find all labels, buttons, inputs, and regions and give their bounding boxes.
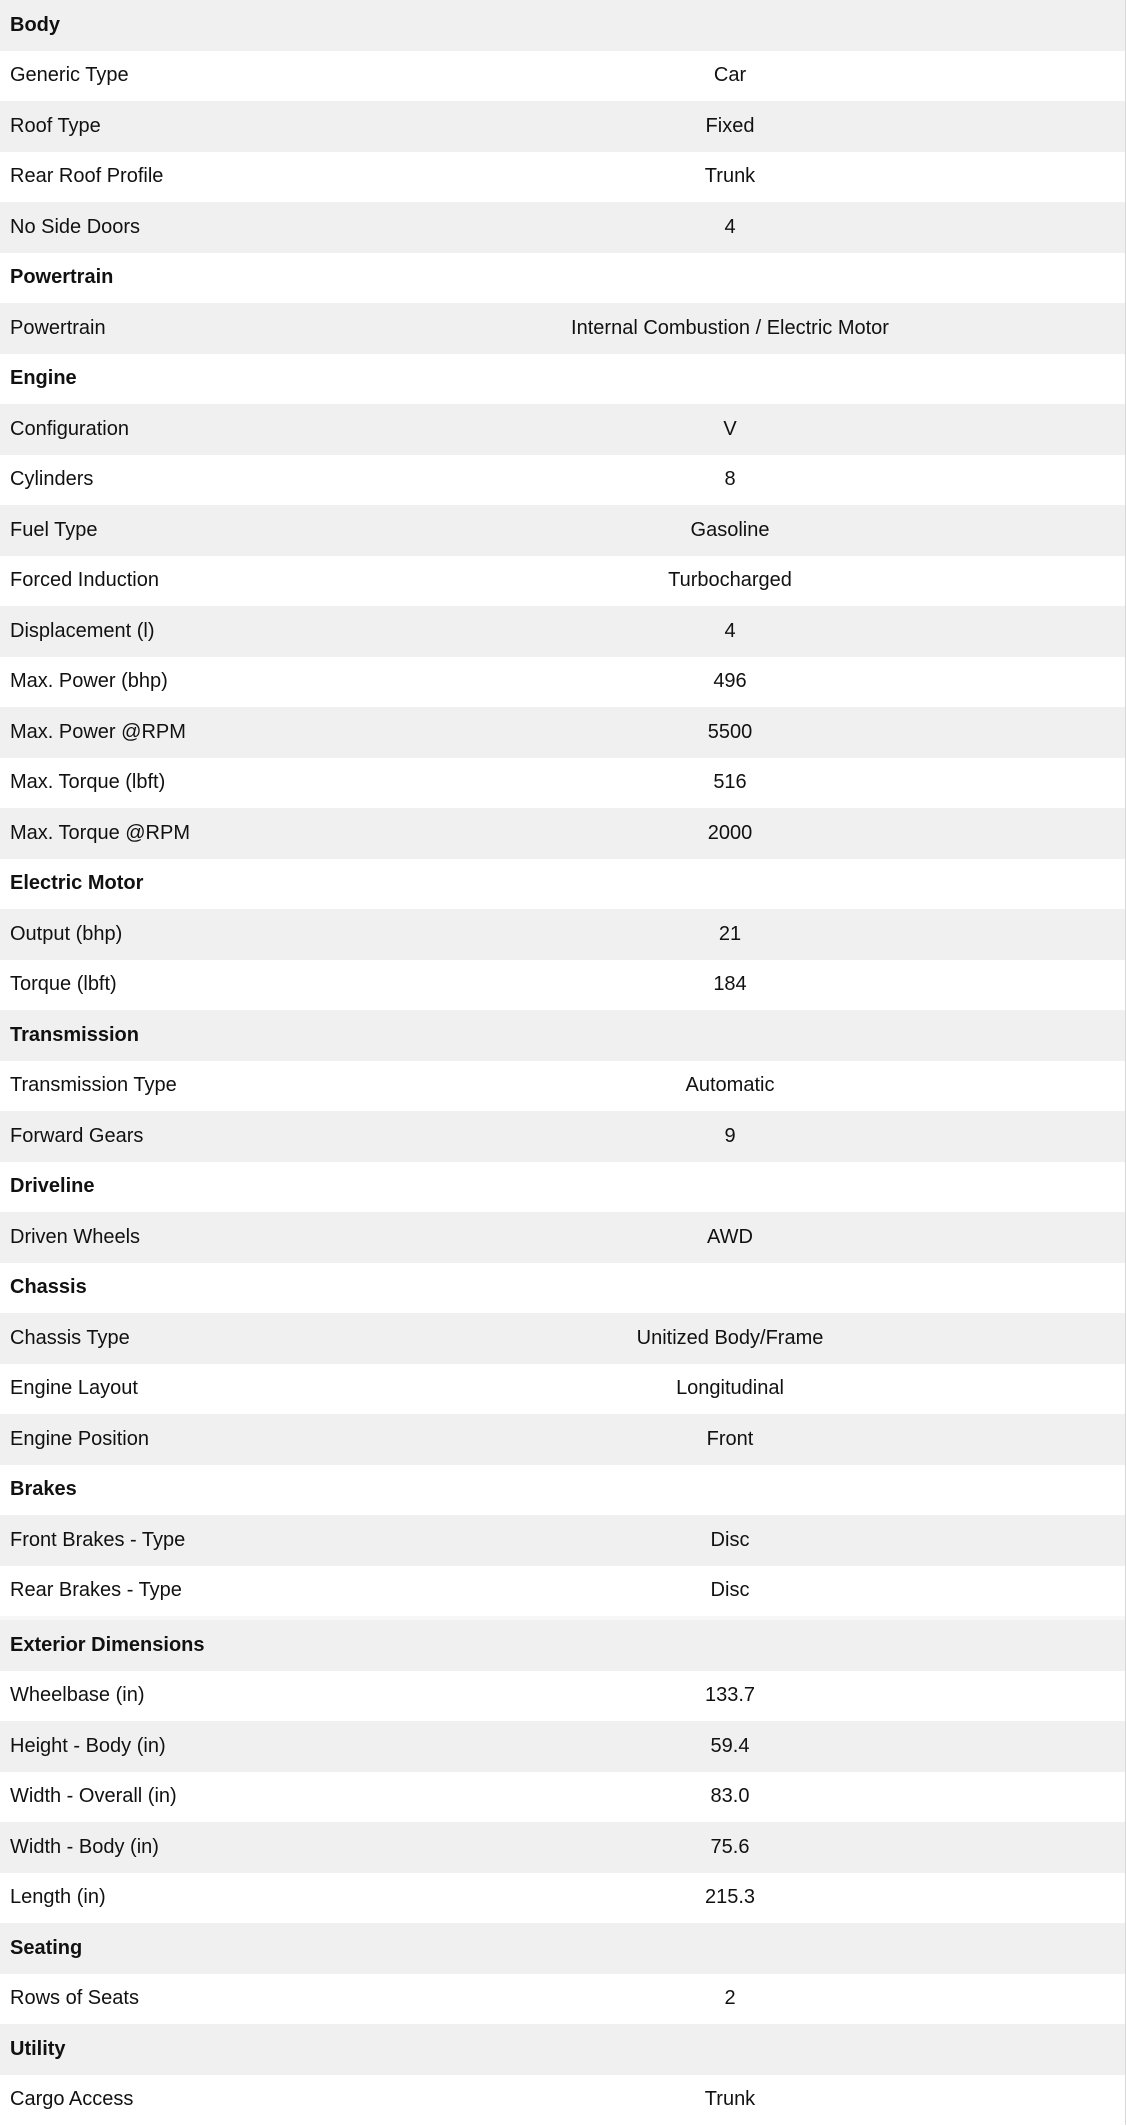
spec-value: Longitudinal [676,1377,784,1400]
spec-row [0,707,1126,758]
spec-value: 9 [724,1124,736,1147]
spec-row [0,303,1126,354]
spec-row [0,1515,1126,1566]
section-title: Powertrain [10,266,114,289]
spec-value: 83.0 [710,1785,750,1808]
spec-row [0,101,1126,152]
spec-label: Length (in) [10,1886,106,1909]
spec-value: V [723,417,737,440]
section-title: Utility [10,2037,66,2060]
spec-value: Trunk [704,2088,756,2111]
spec-value: 21 [718,922,742,945]
section-header-row [0,1465,1126,1516]
spec-row [0,2075,1126,2126]
spec-row [0,808,1126,859]
spec-value: 59.4 [710,1734,750,1757]
section-header-row [0,1162,1126,1213]
spec-label: Width - Body (in) [10,1835,159,1858]
spec-label: No Side Doors [10,215,141,238]
spec-row [0,1974,1126,2025]
spec-value: Turbocharged [668,569,792,592]
spec-label: Roof Type [10,114,101,137]
section-title: Brakes [10,1478,77,1501]
spec-value: Gasoline [690,518,770,541]
section-header-row [0,2024,1126,2075]
spec-value: 2 [724,1987,736,2010]
spec-row [0,51,1126,102]
spec-value: Unitized Body/Frame [636,1326,824,1349]
spec-label: Wheelbase (in) [10,1684,145,1707]
spec-value: Front [706,1427,754,1450]
spec-value: 4 [724,215,736,238]
spec-label: Forward Gears [10,1124,144,1147]
spec-value: Trunk [704,165,756,188]
section-title: Electric Motor [10,872,144,895]
section-title: Body [10,13,60,36]
section-header-row [0,1923,1126,1974]
spec-row [0,1313,1126,1364]
section-title: Exterior Dimensions [10,1633,205,1656]
spec-value: 5500 [707,720,753,743]
spec-label: Front Brakes - Type [10,1528,186,1551]
section-header-row [0,354,1126,405]
spec-label: Max. Power @RPM [10,720,186,743]
spec-value: Car [713,64,747,87]
spec-row [0,556,1126,607]
section-title: Transmission [10,1023,139,1046]
spec-label: Forced Induction [10,569,159,592]
spec-label: Max. Torque @RPM [10,821,190,844]
spec-row [0,657,1126,708]
spec-value: 496 [713,670,747,693]
spec-value: 184 [713,973,747,996]
spec-row [0,1566,1126,1617]
spec-row [0,1772,1126,1823]
spec-row [0,758,1126,809]
spec-row [0,455,1126,506]
spec-label: Max. Power (bhp) [10,670,168,693]
spec-label: Engine Layout [10,1377,138,1400]
spec-value: Disc [710,1579,750,1602]
spec-value: 4 [724,619,736,642]
spec-label: Rear Brakes - Type [10,1579,182,1602]
spec-value: AWD [707,1225,753,1248]
spec-label: Torque (lbft) [10,973,117,996]
spec-label: Output (bhp) [10,922,123,945]
spec-value: 215.3 [704,1886,756,1909]
spec-label: Engine Position [10,1427,149,1450]
spec-row [0,1212,1126,1263]
section-header-row [0,859,1126,910]
spec-label: Configuration [10,417,129,440]
spec-row [0,1721,1126,1772]
spec-value: 75.6 [710,1835,750,1858]
spec-value: 516 [713,771,747,794]
section-title: Driveline [10,1175,95,1198]
spec-label: Max. Torque (lbft) [10,771,166,794]
spec-row [0,404,1126,455]
spec-row [0,1671,1126,1722]
spec-label: Chassis Type [10,1326,130,1349]
section-title: Engine [10,367,77,390]
spec-label: Cylinders [10,468,94,491]
spec-row [0,1822,1126,1873]
spec-row [0,1111,1126,1162]
spec-label: Rear Roof Profile [10,165,164,188]
spec-label: Width - Overall (in) [10,1785,177,1808]
section-header-row [0,1010,1126,1061]
spec-value: Automatic [685,1074,775,1097]
spec-label: Height - Body (in) [10,1734,166,1757]
spec-value: 133.7 [704,1684,756,1707]
spec-label: Cargo Access [10,2088,134,2111]
section-title: Chassis [10,1276,87,1299]
spec-label: Driven Wheels [10,1225,141,1248]
spec-value: 8 [724,468,736,491]
spec-value: Disc [710,1528,750,1551]
spec-row [0,202,1126,253]
section-header-row [0,253,1126,304]
spec-row [0,1414,1126,1465]
section-header-row [0,1620,1126,1671]
spec-label: Transmission Type [10,1074,177,1097]
spec-row [0,606,1126,657]
spec-row [0,1873,1126,1924]
spec-label: Fuel Type [10,518,98,541]
spec-value: Internal Combustion / Electric Motor [571,316,889,339]
spec-row [0,505,1126,556]
spec-row [0,909,1126,960]
spec-row [0,152,1126,203]
spec-value: 2000 [707,821,753,844]
spec-label: Powertrain [10,316,106,339]
spec-label: Generic Type [10,64,129,87]
spec-row [0,1061,1126,1112]
section-title: Seating [10,1936,83,1959]
spec-label: Rows of Seats [10,1987,139,2010]
spec-value: Fixed [705,114,755,137]
section-header-row [0,0,1126,51]
spec-label: Displacement (l) [10,619,155,642]
section-header-row [0,1263,1126,1314]
spec-row [0,960,1126,1011]
spec-row [0,1364,1126,1415]
